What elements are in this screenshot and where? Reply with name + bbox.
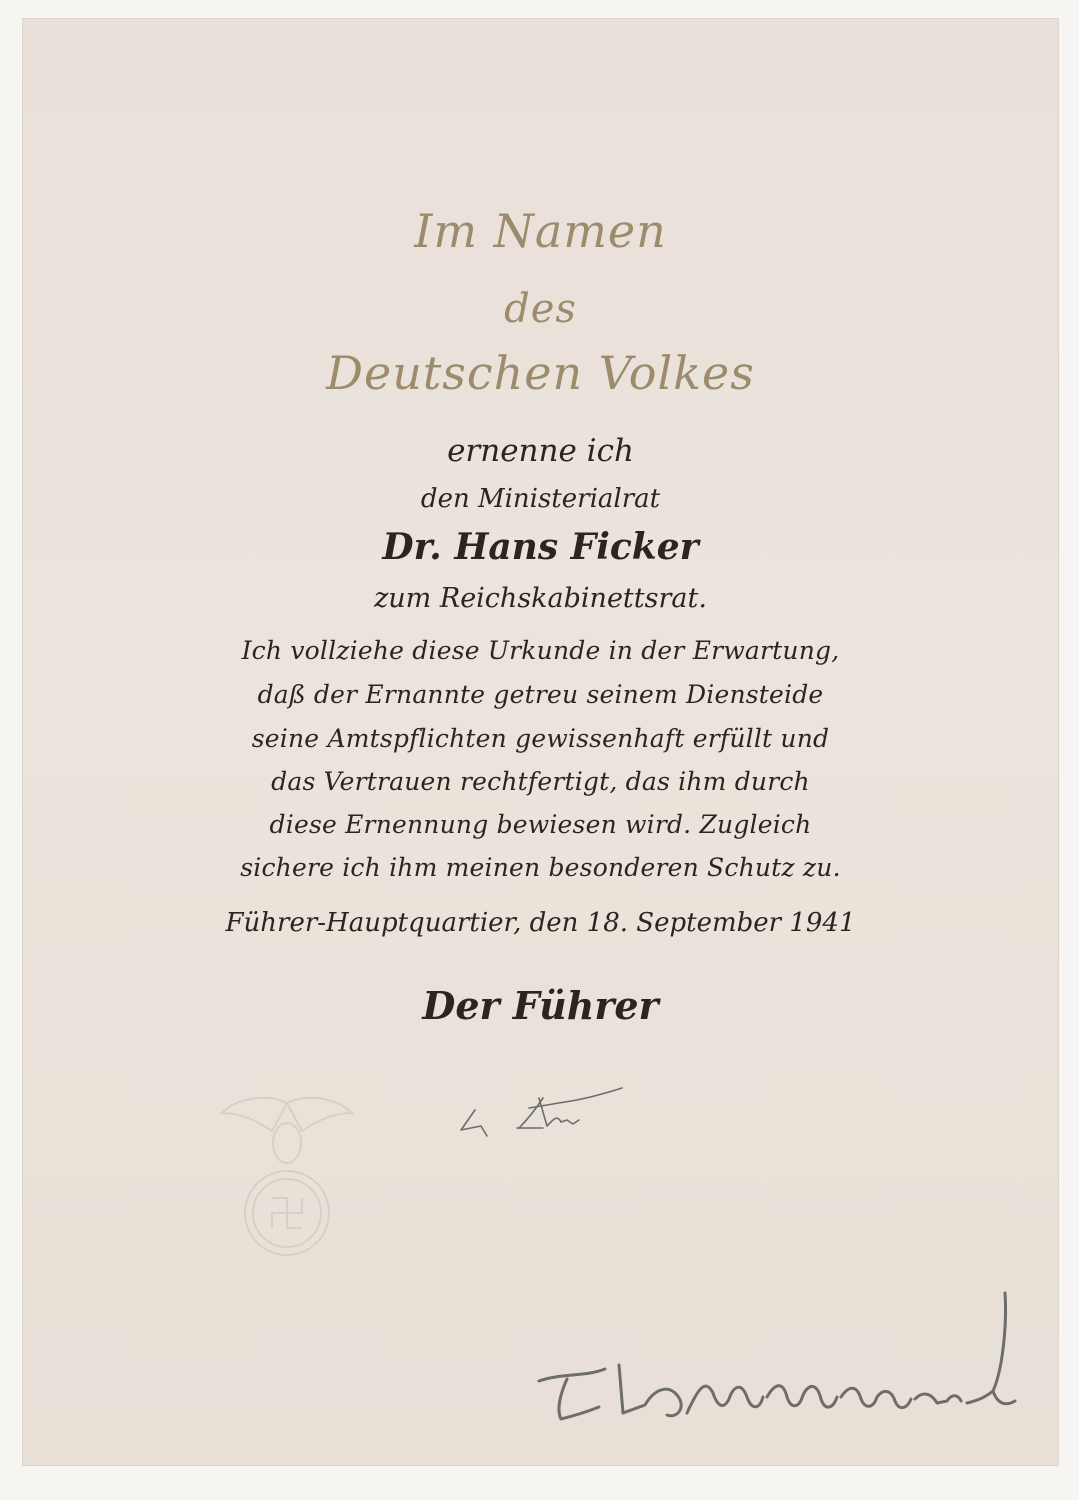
appointment-role-to: zum Reichskabinettsrat. [374, 583, 707, 614]
body-line-5: diese Ernennung bewiesen wird. Zugleich [269, 810, 812, 839]
body-line-6: sichere ich ihm meinen besonderen Schutz zu. [240, 853, 841, 882]
lammers-signature-icon [527, 1273, 1027, 1463]
body-line-1: Ich vollziehe diese Urkunde in der Erwartung, [241, 636, 840, 665]
heading-line-2: des [504, 286, 577, 332]
appointee-name: Dr. Hans Ficker [382, 526, 699, 568]
certificate-sheet [22, 18, 1059, 1466]
body-line-3: seine Amtspflichten gewissenhaft erfüllt und [251, 724, 830, 753]
body-line-4: das Vertrauen rechtfertigt, das ihm durch [271, 767, 810, 796]
issuer-title: Der Führer [422, 983, 659, 1028]
appointment-verb: ernenne ich [447, 433, 634, 469]
hitler-signature-icon [447, 1080, 647, 1150]
heading-line-3: Deutschen Volkes [326, 346, 755, 400]
heading-line-1: Im Namen [414, 204, 667, 258]
place-date: Führer-Hauptquartier, den 18. September 1941 [225, 908, 856, 938]
appointment-role-from: den Ministerialrat [420, 484, 661, 514]
body-line-2: daß der Ernannte getreu seinem Diensteide [257, 680, 824, 709]
embossed-eagle-seal-icon [212, 1083, 362, 1273]
